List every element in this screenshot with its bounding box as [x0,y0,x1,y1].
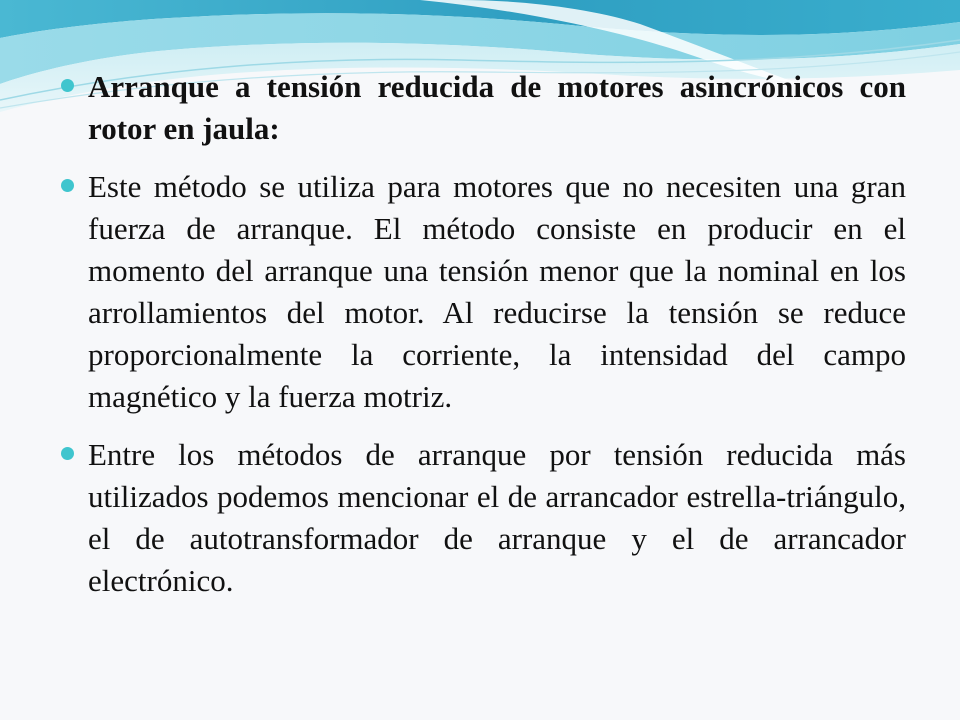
bullet-dot-icon [61,79,74,92]
bullet-item-3 [60,434,906,602]
bullet-item-1 [60,66,906,150]
bullet-item-2 [60,166,906,418]
bullet-dot-icon [61,179,74,192]
slide-content [60,66,906,618]
bullet-paragraph-text: Entre los métodos de arranque por tensión reducida más utilizados podemos mencionar el de arrancador estrella-triángulo, el de autotransformador de arranque y el de arrancador electrónico. [88,437,906,598]
bullet-heading-text: Arranque a tensión reducida de motores asincrónicos con rotor en jaula: [88,69,906,146]
bullet-paragraph-text: Este método se utiliza para motores que no necesiten una gran fuerza de arranque. El método consiste en producir en el momento del arranque una tensión menor que la nominal en los arrollamientos del motor. Al reducirse la tensión se reduce proporcionalmente la corriente, la intensidad del campo magnético y la fuerza motriz. [88,169,906,414]
bullet-dot-icon [61,447,74,460]
